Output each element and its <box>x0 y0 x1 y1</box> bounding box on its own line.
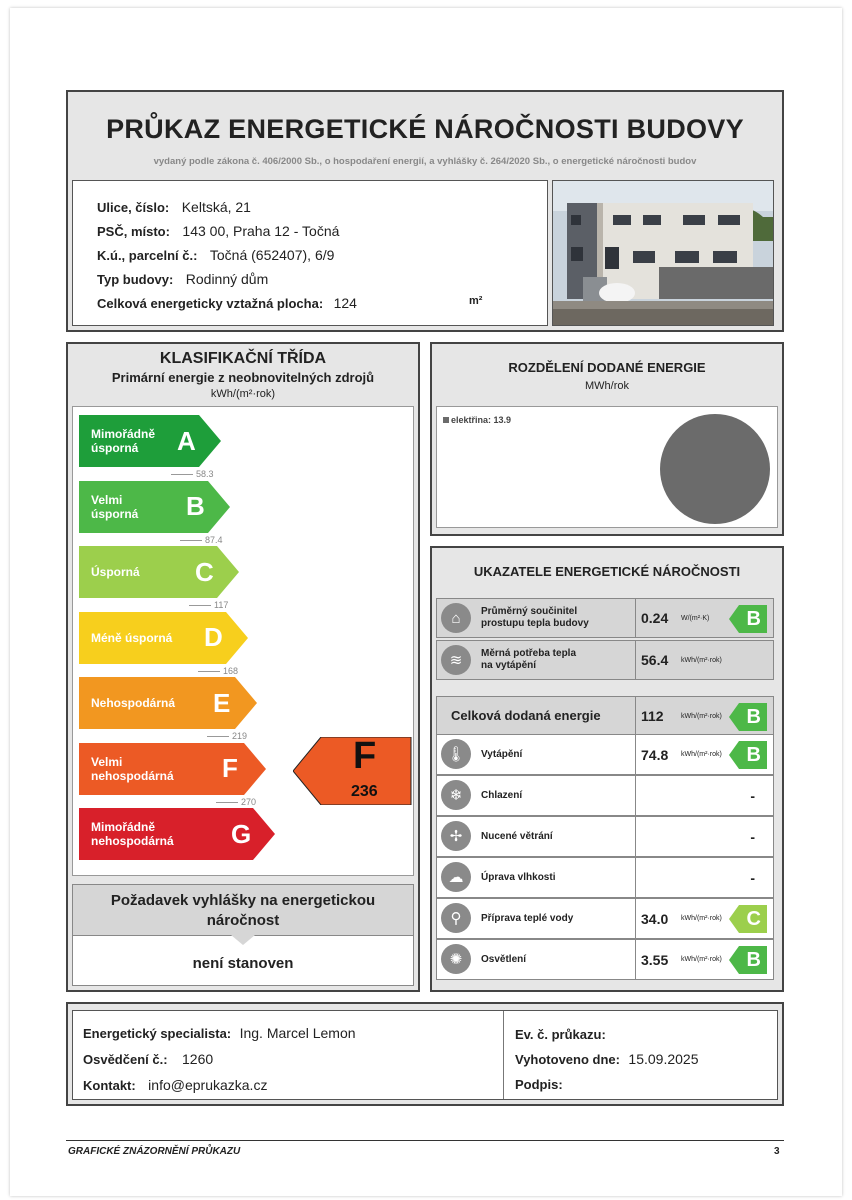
type-row <box>97 271 268 289</box>
building-info <box>72 180 548 326</box>
area-label: Celková energeticky vztažná plocha: <box>97 296 324 311</box>
specialist-name: Ing. Marcel Lemon <box>239 1025 356 1041</box>
class-threshold-a <box>171 469 214 479</box>
indicator-class-badge: C <box>729 905 767 938</box>
humidity-icon: ☁ <box>441 862 471 892</box>
threshold-value: 117 <box>214 600 229 610</box>
indicator-value: 3.55 <box>641 951 669 968</box>
threshold-value: 270 <box>241 796 257 807</box>
distribution-box <box>430 342 784 536</box>
area-value: 124 <box>333 295 357 311</box>
cooling-icon: ❄ <box>441 780 471 810</box>
class-arrow-g <box>79 808 275 860</box>
psc-label: PSČ, místo: <box>97 224 170 239</box>
sign-label: Podpis: <box>515 1077 563 1092</box>
psc-row <box>97 223 339 241</box>
date-value: 15.09.2025 <box>628 1051 699 1067</box>
footer-rule <box>66 1140 784 1141</box>
specialist-info <box>72 1010 778 1100</box>
building-photo <box>552 180 774 326</box>
ku-label: K.ú., parcelní č.: <box>97 248 198 263</box>
ev-label: Ev. č. průkazu: <box>515 1027 606 1042</box>
area-row <box>97 295 357 313</box>
document-subtitle: vydaný podle zákona č. 406/2000 Sb., o hospodaření energií, a vyhlášky č. 264/2020 Sb., o energetické náročnosti budov <box>153 156 697 167</box>
class-letter-e: E <box>213 687 231 718</box>
distribution-title: ROZDĚLENÍ DODANÉ ENERGIE <box>508 360 706 375</box>
indicator-value: 112 <box>641 708 664 724</box>
classification-scale <box>72 406 414 876</box>
indicator-class-badge: B <box>729 703 767 736</box>
cert-row <box>83 1051 213 1069</box>
class-arrow-e <box>79 677 257 729</box>
type-value: Rodinný dům <box>185 271 269 287</box>
current-class-letter: F <box>353 735 377 777</box>
indicator-name: Příprava teplé vody <box>481 912 574 924</box>
area-unit: m² <box>469 295 483 307</box>
indicator-value: 56.4 <box>641 652 669 668</box>
indicator-row <box>436 598 774 638</box>
psc-value: 143 00, Praha 12 - Točná <box>182 223 340 239</box>
date-row <box>515 1051 699 1069</box>
indicator-unit: W/(m²·K) <box>681 614 710 622</box>
class-arrow-b <box>79 481 230 533</box>
current-class-value: 236 <box>351 783 378 800</box>
requirement-section <box>72 884 414 986</box>
class-letter-d: D <box>204 622 223 652</box>
contact-label: Kontakt: <box>83 1078 136 1093</box>
indicator-class-badge: B <box>729 946 767 979</box>
class-label-d: Méně úsporná <box>91 630 173 645</box>
house-icon: ⌂ <box>441 603 471 633</box>
street-value: Keltská, 21 <box>181 199 251 215</box>
legend-swatch <box>443 417 449 423</box>
indicator-row <box>436 640 774 680</box>
indicator-class-badge: B <box>729 605 767 638</box>
indicator-unit: kWh/(m²·rok) <box>681 751 722 758</box>
indicator-name: Chlazení <box>481 789 523 801</box>
ku-value: Točná (652407), 6/9 <box>209 247 335 263</box>
date-label: Vyhotoveno dne: <box>515 1052 620 1067</box>
class-arrow-a <box>79 415 221 467</box>
class-label-a: Mimořádně úsporná <box>91 427 156 455</box>
class-threshold-b <box>180 535 223 545</box>
specialist-label: Energetický specialista: <box>83 1026 232 1041</box>
indicator-row <box>436 857 774 898</box>
indicator-row <box>436 734 774 775</box>
indicator-row <box>436 939 774 980</box>
pie-slice-elektrina <box>660 414 770 524</box>
indicator-empty: - <box>750 828 755 845</box>
class-arrow-f <box>79 743 266 795</box>
class-threshold-d <box>198 666 238 676</box>
cert-value: 1260 <box>182 1051 214 1067</box>
class-label-e: Nehospodárná <box>91 696 176 710</box>
class-threshold-c <box>189 600 228 610</box>
class-label-b: Velmi úsporná <box>91 492 139 521</box>
street-label: Ulice, číslo: <box>97 200 170 215</box>
class-label-g: Mimořádně nehospodárná <box>91 820 174 848</box>
cert-label: Osvědčení č.: <box>83 1052 168 1067</box>
ku-row <box>97 247 334 265</box>
indicator-value: 34.0 <box>641 910 669 927</box>
specialist-box <box>66 1002 784 1106</box>
legend-label: elektřina: 13.9 <box>451 415 512 425</box>
page-number: 3 <box>774 1146 780 1157</box>
threshold-value: 58.3 <box>196 469 214 479</box>
classification-title: KLASIFIKAČNÍ TŘÍDA <box>159 350 327 367</box>
indicator-name: Celková dodaná energie <box>451 708 601 723</box>
indicator-empty: - <box>750 869 755 886</box>
class-label-f: Velmi nehospodárná <box>91 754 174 783</box>
classification-box <box>66 342 420 992</box>
indicator-unit: kWh/(m²·rok) <box>681 956 722 963</box>
indicators-box <box>430 546 784 992</box>
indicator-name: Průměrný součinitel prostupu tepla budovy <box>481 606 589 629</box>
threshold-value: 219 <box>232 731 248 741</box>
threshold-value: 168 <box>223 665 239 676</box>
current-class-marker <box>293 737 413 805</box>
indicator-row <box>436 898 774 939</box>
class-arrow-c <box>79 546 239 598</box>
contact-row <box>83 1077 267 1095</box>
indicator-row <box>436 775 774 816</box>
class-threshold-e <box>207 731 247 741</box>
indicator-row <box>436 816 774 857</box>
requirement-value: není stanoven <box>192 955 294 972</box>
requirement-pointer <box>231 935 255 945</box>
indicator-name: Úprava vlhkosti <box>481 871 556 883</box>
street-row <box>97 199 251 217</box>
classification-subtitle: Primární energie z neobnovitelných zdrojů <box>111 370 375 385</box>
requirement-title: Požadavek vyhlášky na energetickou náročnost <box>110 892 376 929</box>
indicator-name: Vytápění <box>481 748 523 760</box>
indicator-name: Osvětlení <box>481 953 527 965</box>
document-page <box>10 8 842 1196</box>
heat-need-icon: ≋ <box>441 645 471 675</box>
specialist-row <box>83 1025 356 1043</box>
class-letter-a: A <box>177 425 196 456</box>
class-arrow-d <box>79 612 248 664</box>
class-threshold-f <box>216 797 256 807</box>
type-label: Typ budovy: <box>97 272 174 287</box>
indicators-title: UKAZATELE ENERGETICKÉ NÁROČNOSTI <box>473 564 741 579</box>
class-letter-c: C <box>195 556 214 587</box>
distribution-chart <box>436 406 778 528</box>
indicator-name: Nucené větrání <box>481 830 553 842</box>
pie-chart <box>657 411 773 527</box>
class-letter-g: G <box>231 818 252 849</box>
indicator-unit: kWh/(m²·rok) <box>681 712 722 720</box>
pie-legend <box>443 415 511 425</box>
distribution-unit: MWh/rok <box>585 380 629 392</box>
class-label-c: Úsporná <box>91 565 140 579</box>
house-photo <box>553 181 773 325</box>
indicator-empty: - <box>750 787 755 804</box>
indicator-class-badge: B <box>729 741 767 774</box>
contact-value: info@eprukazka.cz <box>148 1077 268 1093</box>
fan-icon: ✢ <box>441 821 471 851</box>
class-letter-f: F <box>222 753 238 783</box>
thermometer-icon: 🌡 <box>441 739 471 769</box>
indicator-row <box>436 696 774 736</box>
lightbulb-icon: ✺ <box>441 944 471 974</box>
classification-unit: kWh/(m²·rok) <box>210 388 276 400</box>
class-letter-b: B <box>186 491 205 521</box>
document-title: PRŮKAZ ENERGETICKÉ NÁROČNOSTI BUDOVY <box>106 114 744 144</box>
header-box <box>66 90 784 332</box>
threshold-value: 87.4 <box>205 534 223 545</box>
indicator-unit: kWh/(m²·rok) <box>681 915 722 922</box>
faucet-icon: ⚲ <box>441 903 471 933</box>
footer-title: GRAFICKÉ ZNÁZORNĚNÍ PRŮKAZU <box>68 1146 241 1157</box>
indicator-unit: kWh/(m²·rok) <box>681 656 722 664</box>
indicator-value: 0.24 <box>641 610 669 626</box>
indicator-name: Měrná potřeba tepla na vytápění <box>481 648 577 671</box>
indicator-value: 74.8 <box>641 746 669 763</box>
